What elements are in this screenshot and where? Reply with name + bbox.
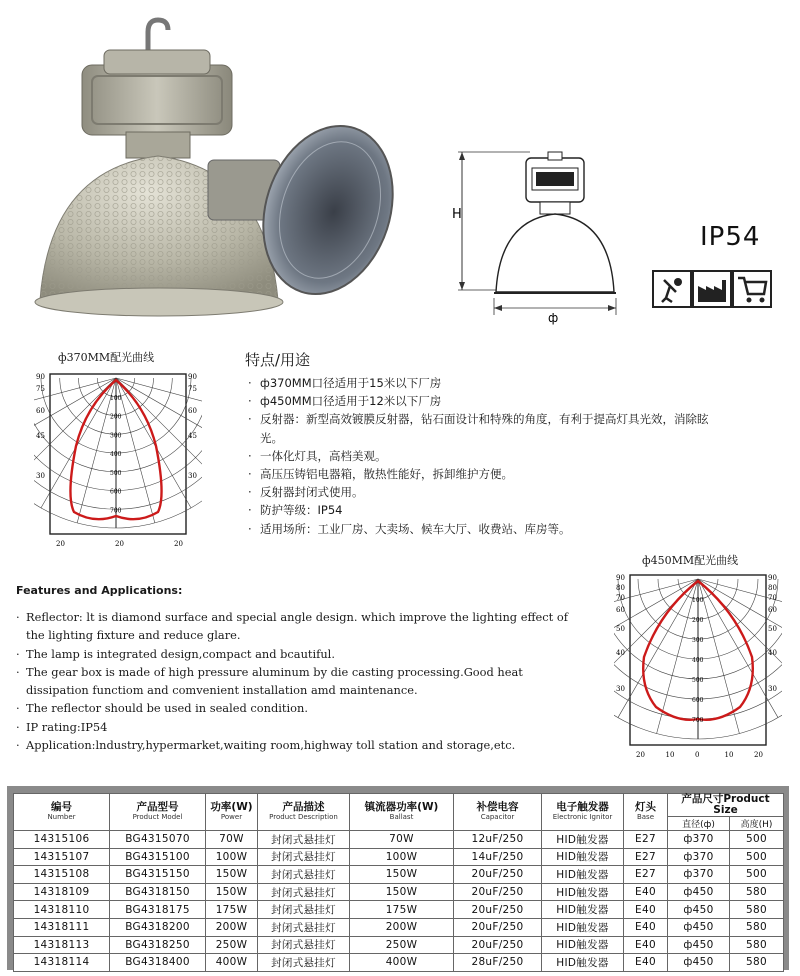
table-cell: 500 [730,831,784,849]
radial-label: 500 [692,677,704,684]
feature-en-item: · The reflector should be used in sealed condition. [16,699,576,717]
table-cell: BG4318200 [110,918,206,936]
feature-cn-item: · 高压压铸铝电器箱，散热性能好，拆卸维护方便。 [248,465,728,483]
table-cell: 100W [350,848,454,866]
col-header-size: 产品尺寸Product Size [668,794,784,817]
col-header: 功率(W) Power [206,794,258,831]
table-cell: 封闭式悬挂灯 [258,831,350,849]
features-en-list [16,608,576,754]
table-cell: 175W [206,901,258,919]
radial-label: 500 [110,469,122,477]
table-cell: 封闭式悬挂灯 [258,901,350,919]
table-cell: 14318114 [14,954,110,972]
table-cell: 150W [350,883,454,901]
bottom-tick: 20 [174,540,183,548]
radial-label: 700 [110,507,122,515]
left-tick: 60 [616,606,625,614]
table-cell: E40 [624,936,668,954]
table-row [14,954,784,972]
table-cell: E27 [624,866,668,884]
table-cell: BG4315070 [110,831,206,849]
curve2-title: ф450MM配光曲线 [642,554,739,567]
table-cell: 14318111 [14,918,110,936]
table-cell: 580 [730,954,784,972]
feature-en-item: · Application:lndustry,hypermarket,waiting room,highway toll station and storage,etc. [16,736,576,754]
table-cell: 20uF/250 [454,936,542,954]
table-cell: 14318113 [14,936,110,954]
left-tick: 90 [616,574,625,582]
table-cell: 500 [730,866,784,884]
right-tick: 40 [768,649,777,657]
table-cell: 580 [730,883,784,901]
table-cell: ф370 [668,831,730,849]
feature-cn-item: · 防护等级：IP54 [248,501,728,519]
features-cn-list [248,374,728,538]
table-cell: ф370 [668,866,730,884]
table-cell: 20uF/250 [454,866,542,884]
feature-en-item: · IP rating:IP54 [16,718,576,736]
features-en-title: Features and Applications: [16,584,183,597]
table-cell: ф370 [668,848,730,866]
right-tick: 50 [768,625,777,633]
radial-label: 200 [692,617,704,624]
table-cell: HID触发器 [542,831,624,849]
grid-ray [34,378,116,417]
dimension-drawing [440,140,640,330]
table-cell: E27 [624,848,668,866]
spec-table [13,793,784,972]
left-tick: 30 [36,472,45,480]
polar-curve-370 [34,366,202,556]
feature-cn-item: · ф370MM口径适用于15米以下厂房 [248,374,728,392]
table-cell: E40 [624,954,668,972]
table-cell: 400W [350,954,454,972]
table-cell: 14318109 [14,883,110,901]
bottom-tick: 10 [724,751,734,759]
table-cell: E40 [624,901,668,919]
table-cell: 封闭式悬挂灯 [258,918,350,936]
bottom-tick: 20 [115,540,124,548]
table-cell: 150W [206,883,258,901]
height-label: H [452,207,462,222]
left-tick: 40 [616,649,625,657]
radial-label: 600 [692,697,704,704]
grid-ray [116,378,191,508]
radial-label: 100 [692,597,704,604]
table-cell: 200W [350,918,454,936]
table-cell: BG4315150 [110,866,206,884]
feature-cn-item: · 一体化灯具，高档美观。 [248,447,728,465]
table-cell: 580 [730,936,784,954]
feature-cn-item: · 反射器封闭式使用。 [248,483,728,501]
col-header: 灯头 Base [624,794,668,831]
table-cell: HID触发器 [542,866,624,884]
col-header: 编号 Number [14,794,110,831]
left-tick: 90 [36,373,45,381]
table-cell: 封闭式悬挂灯 [258,954,350,972]
radial-label: 400 [110,451,122,458]
table-cell: 20uF/250 [454,883,542,901]
falling-object-icon [652,270,692,308]
table-cell: BG4318175 [110,901,206,919]
table-cell: 70W [206,831,258,849]
col-header: 产品型号 Product Model [110,794,206,831]
table-cell: 14uF/250 [454,848,542,866]
table-cell: BG4318400 [110,954,206,972]
col-header-diameter: 直径(ф) [668,817,730,831]
left-tick: 30 [616,685,625,693]
feature-cn-item: · 适用场所：工业厂房、大卖场、候车大厅、收费站、库房等。 [248,520,728,538]
table-cell: 580 [730,901,784,919]
table-cell: HID触发器 [542,918,624,936]
table-cell: 175W [350,901,454,919]
radial-label: 300 [692,637,704,644]
table-cell: E27 [624,831,668,849]
table-row [14,918,784,936]
table-cell: 封闭式悬挂灯 [258,866,350,884]
table-cell: 150W [206,866,258,884]
table-cell: HID触发器 [542,883,624,901]
table-cell: ф450 [668,883,730,901]
feature-cn-item: · 反射器：新型高效镀膜反射器，钻石面设计和特殊的角度，有利于提高灯具光效，消除眩光。 [248,410,728,446]
bottom-tick: 20 [754,751,763,759]
radial-label: 200 [110,413,122,421]
table-header-row [14,794,784,817]
col-header: 产品描述 Product Description [258,794,350,831]
right-tick: 60 [188,407,197,415]
table-cell: 14315107 [14,848,110,866]
table-cell: 70W [350,831,454,849]
radial-label: 700 [692,717,704,724]
table-row [14,848,784,866]
right-tick: 30 [188,472,197,480]
shopping-cart-icon [732,270,772,308]
table-cell: ф450 [668,901,730,919]
right-tick: 30 [768,685,777,693]
table-cell: 400W [206,954,258,972]
table-cell: E40 [624,918,668,936]
table-cell: 20uF/250 [454,918,542,936]
bottom-tick: 20 [56,540,65,548]
right-tick: 90 [188,373,197,381]
col-header-height: 高度(H) [730,817,784,831]
table-cell: 250W [206,936,258,954]
ip-rating-label: IP54 [700,222,761,252]
diameter-label: ф [548,311,559,325]
feature-en-item: · The lamp is integrated design,compact and bcautiful. [16,645,576,663]
radial-label: 600 [110,488,122,496]
table-cell: 封闭式悬挂灯 [258,883,350,901]
table-cell: ф450 [668,954,730,972]
feature-en-item: · The gear box is made of high pressure aluminum by die casting processing.Good heat dissipation functiom and comvenient installation amd maintenance. [16,663,576,700]
table-row [14,936,784,954]
col-header: 补偿电容 Capacitor [454,794,542,831]
table-cell: 250W [350,936,454,954]
table-cell: 500 [730,848,784,866]
table-cell: 28uF/250 [454,954,542,972]
spec-table-panel [7,786,789,970]
table-cell: 14318110 [14,901,110,919]
table-row [14,831,784,849]
polar-curve-450 [614,567,782,767]
grid-ray [41,378,116,508]
curve1-title: ф370MM配光曲线 [58,351,155,364]
bottom-tick: 20 [636,751,645,759]
right-tick: 45 [188,432,197,440]
table-cell: 14315106 [14,831,110,849]
feature-cn-item: · ф450MM口径适用于12米以下厂房 [248,392,728,410]
table-cell: HID触发器 [542,954,624,972]
table-cell: ф450 [668,918,730,936]
table-cell: BG4318250 [110,936,206,954]
table-cell: 200W [206,918,258,936]
bottom-tick: 10 [665,751,675,759]
col-header: 电子触发器 Electronic Ignitor [542,794,624,831]
radial-label: 300 [110,432,122,440]
right-tick: 80 [768,584,777,592]
right-tick: 70 [768,594,777,602]
table-cell: 封闭式悬挂灯 [258,848,350,866]
radial-label: 100 [110,394,122,402]
right-tick: 75 [188,385,197,393]
table-cell: ф450 [668,936,730,954]
radial-label: 400 [692,657,704,664]
table-cell: E40 [624,883,668,901]
right-tick: 90 [768,574,777,582]
col-header: 镇流器功率(W) Ballast [350,794,454,831]
table-cell: 100W [206,848,258,866]
left-tick: 45 [36,432,45,440]
table-cell: BG4315100 [110,848,206,866]
left-tick: 60 [36,407,45,415]
grid-ray [614,579,698,620]
table-cell: HID触发器 [542,901,624,919]
table-cell: HID触发器 [542,936,624,954]
table-cell: 580 [730,918,784,936]
table-row [14,883,784,901]
right-tick: 60 [768,606,777,614]
left-tick: 50 [616,625,625,633]
table-cell: BG4318150 [110,883,206,901]
table-cell: 20uF/250 [454,901,542,919]
table-row [14,901,784,919]
table-row [14,866,784,884]
product-photo [30,10,400,340]
left-tick: 70 [616,594,625,602]
table-cell: 14315108 [14,866,110,884]
left-tick: 80 [616,584,625,592]
table-cell: HID触发器 [542,848,624,866]
factory-icon [692,270,732,308]
features-cn-title: 特点/用途 [245,351,311,369]
left-tick: 75 [36,385,45,393]
table-cell: 封闭式悬挂灯 [258,936,350,954]
bottom-tick: 0 [695,751,700,759]
table-cell: 12uF/250 [454,831,542,849]
table-cell: 150W [350,866,454,884]
feature-en-item: · Reflector: lt is diamond surface and special angle design. which improve the lighting effect of the lighting fixture and reduce glare. [16,608,576,645]
